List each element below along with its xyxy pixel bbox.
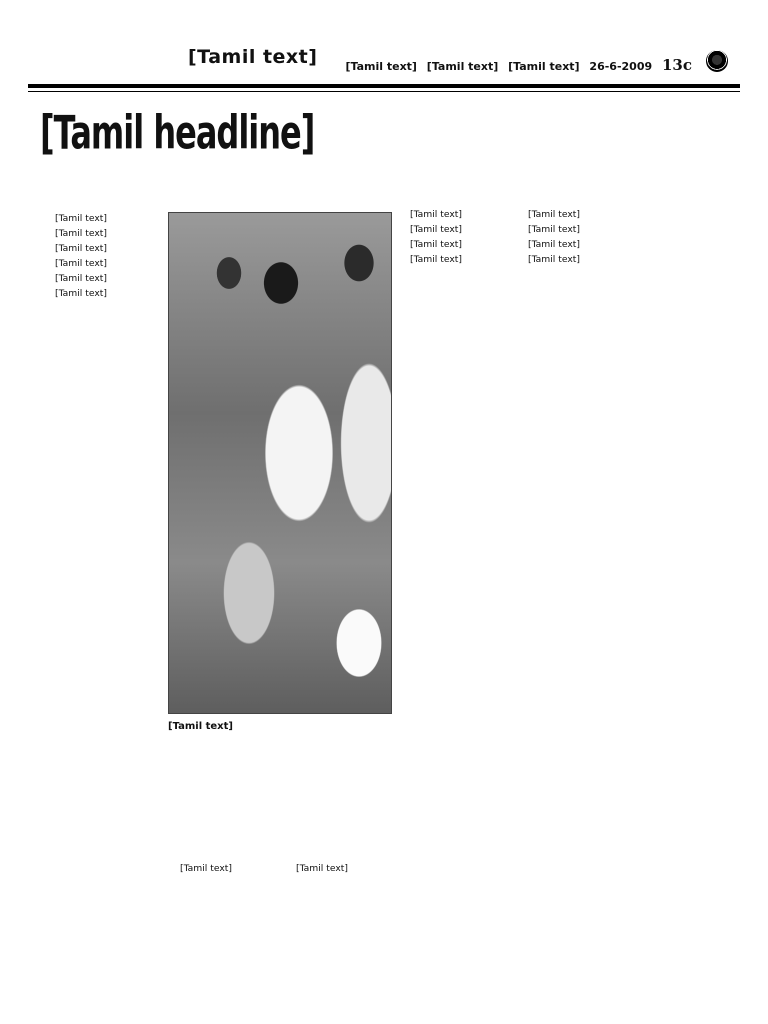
article-column-3 [400, 208, 512, 753]
paragraph: [Tamil text] [55, 228, 107, 239]
article-column-1 [45, 212, 159, 1020]
paper-name: [Tamil text] [345, 60, 417, 73]
header-rule-thick [28, 84, 740, 88]
paragraph: [Tamil text] [528, 224, 580, 235]
weekday: [Tamil text] [508, 60, 580, 73]
newspaper-seal-logo [706, 50, 728, 72]
paragraph: [Tamil text] [55, 213, 107, 224]
section-title: [Tamil text] [188, 46, 318, 68]
header-meta [339, 56, 692, 74]
paragraph: [Tamil text] [55, 243, 107, 254]
header-rule-thin [28, 91, 740, 92]
paragraph: [Tamil text] [55, 273, 107, 284]
article-column-4 [518, 208, 632, 718]
paragraph: [Tamil text] [410, 254, 462, 265]
article-lower-right [286, 862, 398, 1017]
photo-caption: [Tamil text] [168, 721, 233, 732]
paragraph: [Tamil text] [410, 239, 462, 250]
paragraph: [Tamil text] [528, 254, 580, 265]
paragraph: [Tamil text] [296, 863, 348, 874]
paragraph: [Tamil text] [410, 209, 462, 220]
edition-city: [Tamil text] [426, 60, 499, 73]
paragraph: [Tamil text] [528, 209, 580, 220]
issue-date: 26-6-2009 [589, 60, 653, 73]
paragraph: [Tamil text] [528, 239, 580, 250]
paragraph: [Tamil text] [55, 258, 107, 269]
paragraph: [Tamil text] [55, 288, 107, 299]
article-lower-left [170, 862, 278, 1017]
page-header [28, 34, 740, 94]
page-number: 13c [661, 56, 692, 74]
paragraph: [Tamil text] [180, 863, 232, 874]
paragraph: [Tamil text] [410, 224, 462, 235]
article-headline: [Tamil headline] [40, 105, 315, 161]
news-photo [168, 212, 392, 714]
